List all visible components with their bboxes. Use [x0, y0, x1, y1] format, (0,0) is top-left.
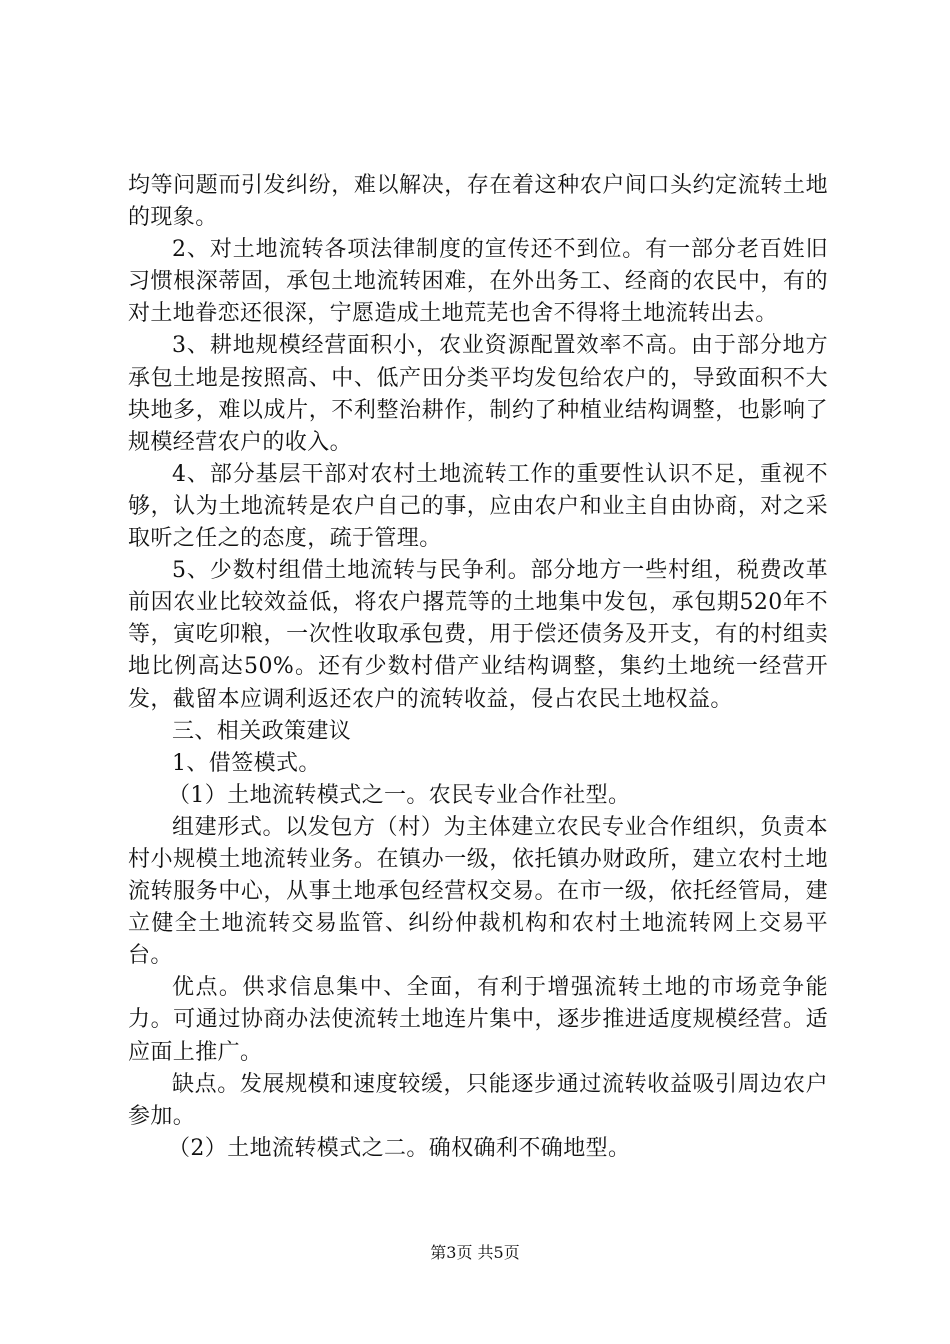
paragraph-disadvantages: 缺点。发展规模和速度较缓，只能逐步通过流转收益吸引周边农户参加。 — [128, 1071, 828, 1129]
paragraph-item-3: 3、耕地规模经营面积小，农业资源配置效率不高。由于部分地方承包土地是按照高、中、低产田分类平均发包给农户的，导致面积不大块地多，难以成片，不利整治耕作，制约了种植业结构调整，也影响了规模经营农户的收入。 — [128, 333, 828, 455]
page-number-footer: 第3页 共5页 — [430, 1243, 520, 1262]
subsection-heading: 1、借签模式。 — [172, 750, 321, 776]
model-one-heading: （1）土地流转模式之一。农民专业合作社型。 — [168, 782, 631, 808]
document-body — [128, 170, 828, 1165]
paragraph-formation: 组建形式。以发包方（村）为主体建立农民专业合作组织，负责本村小规模土地流转业务。在镇办一级，依托镇办财政所，建立农村土地流转服务中心，从事土地承包经营权交易。在市一级，依托经管局，建立健全土地流转交易监管、纠纷仲裁机构和农村土地流转网上交易平台。 — [128, 814, 828, 969]
paragraph-item-5: 5、少数村组借土地流转与民争利。部分地方一些村组，税费改革前因农业比较效益低，将农户撂荒等的土地集中发包，承包期520年不等，寅吃卯粮，一次性收取承包费，用于偿还债务及开支，有的村组卖地比例高达50%。还有少数村借产业结构调整，集约土地统一经营开发，截留本应调利返还农户的流转收益，侵占农民土地权益。 — [128, 558, 828, 712]
model-two-heading: （2）土地流转模式之二。确权确利不确地型。 — [168, 1135, 631, 1161]
section-heading: 三、相关政策建议 — [172, 718, 352, 744]
paragraph-item-4: 4、部分基层干部对农村土地流转工作的重要性认识不足，重视不够，认为土地流转是农户自己的事，应由农户和业主自由协商，对之采取听之任之的态度，疏于管理。 — [128, 461, 828, 552]
paragraph-advantages: 优点。供求信息集中、全面，有利于增强流转土地的市场竞争能力。可通过协商办法使流转土地连片集中，逐步推进适度规模经营。适应面上推广。 — [128, 975, 828, 1065]
paragraph-continuation: 均等问题而引发纠纷，难以解决，存在着这种农户间口头约定流转土地的现象。 — [128, 173, 828, 231]
paragraph-item-2: 2、对土地流转各项法律制度的宣传还不到位。有一部分老百姓旧习惯根深蒂固，承包土地流转困难，在外出务工、经商的农民中，有的对土地眷恋还很深，宁愿造成土地荒芜也舍不得将土地流转出去。 — [128, 237, 828, 327]
